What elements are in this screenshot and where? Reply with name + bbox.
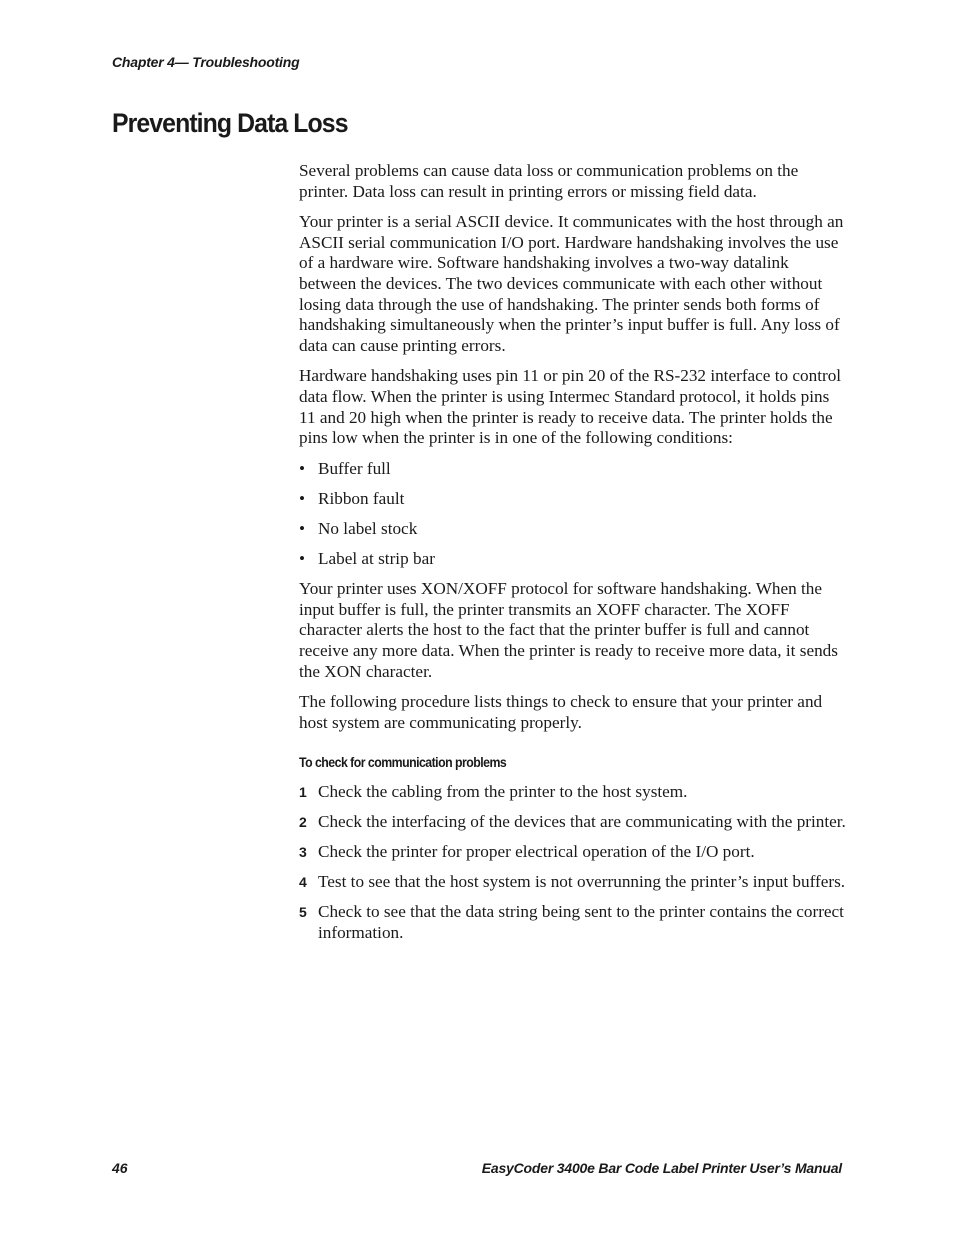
intro-paragraph: Several problems can cause data loss or communication problems on the printer. Data loss can result in printing errors or missing field data. [299,161,799,201]
serial-device-paragraph: Your printer is a serial ASCII device. It communicates with the host through an ASCII serial communication I/O port. Hardware handshaking involves the use of a hardware wire. Software handshaking involves a two-way datalink between the devices. The two devices communicate with each other without losing data through the use of handshaking. The printer sends both forms of handshaking simultaneously when the printer’s input buffer is full. Any loss of data can cause printing errors. [299,211,844,356]
procedure-step [299,902,847,943]
step-text: Check the cabling from the printer to the host system. [318,781,688,801]
page-number: 46 [112,1160,128,1176]
hardware-handshaking-paragraph: Hardware handshaking uses pin 11 or pin 20 of the RS-232 interface to control data flow. When the printer is using Intermec Standard protocol, it holds pins 11 and 20 high when the printer is ready to receive data. The printer holds the pins low when the printer is in one of the following conditions: [299,366,842,448]
software-handshaking-paragraph: Your printer uses XON/XOFF protocol for software handshaking. When the input buffer is full, the printer transmits an XOFF character. The XOFF character alerts the host to the fact that the printer buffer is full and cannot receive any more data. When the printer is ready to receive more data, it sends the XON character. [299,578,838,681]
step-number: 3 [299,843,307,860]
procedure-step [299,812,847,833]
running-head: Chapter 4— Troubleshooting [112,54,300,70]
body-column [299,161,847,953]
list-item: • Buffer full [299,458,391,478]
bullet-icon: • [299,518,306,538]
step-text: Check to see that the data string being sent to the printer contains the correct information. [318,901,844,942]
step-number: 5 [299,903,307,920]
procedure-heading: To check for communication problems [299,754,507,771]
bullet-icon: • [299,458,306,478]
conditions-list [299,459,847,570]
procedure-step [299,842,847,863]
step-number: 1 [299,783,307,800]
step-number: 4 [299,873,307,890]
step-number: 2 [299,813,307,830]
bullet-icon: • [299,548,306,568]
step-text: Test to see that the host system is not overrunning the printer’s input buffers. [318,871,846,891]
step-text: Check the printer for proper electrical operation of the I/O port. [318,841,755,861]
procedure-step [299,872,847,893]
manual-title: EasyCoder 3400e Bar Code Label Printer User’s Manual [481,1160,842,1176]
list-item: • Ribbon fault [299,488,405,508]
procedure-step [299,782,847,803]
bullet-icon: • [299,488,306,508]
procedure-intro-paragraph: The following procedure lists things to check to ensure that your printer and host system are communicating properly. [299,691,823,732]
procedure-steps [299,782,847,943]
list-item: • Label at strip bar [299,548,435,568]
step-text: Check the interfacing of the devices that are communicating with the printer. [318,811,846,831]
list-item: • No label stock [299,518,418,538]
page-title: Preventing Data Loss [112,108,348,138]
